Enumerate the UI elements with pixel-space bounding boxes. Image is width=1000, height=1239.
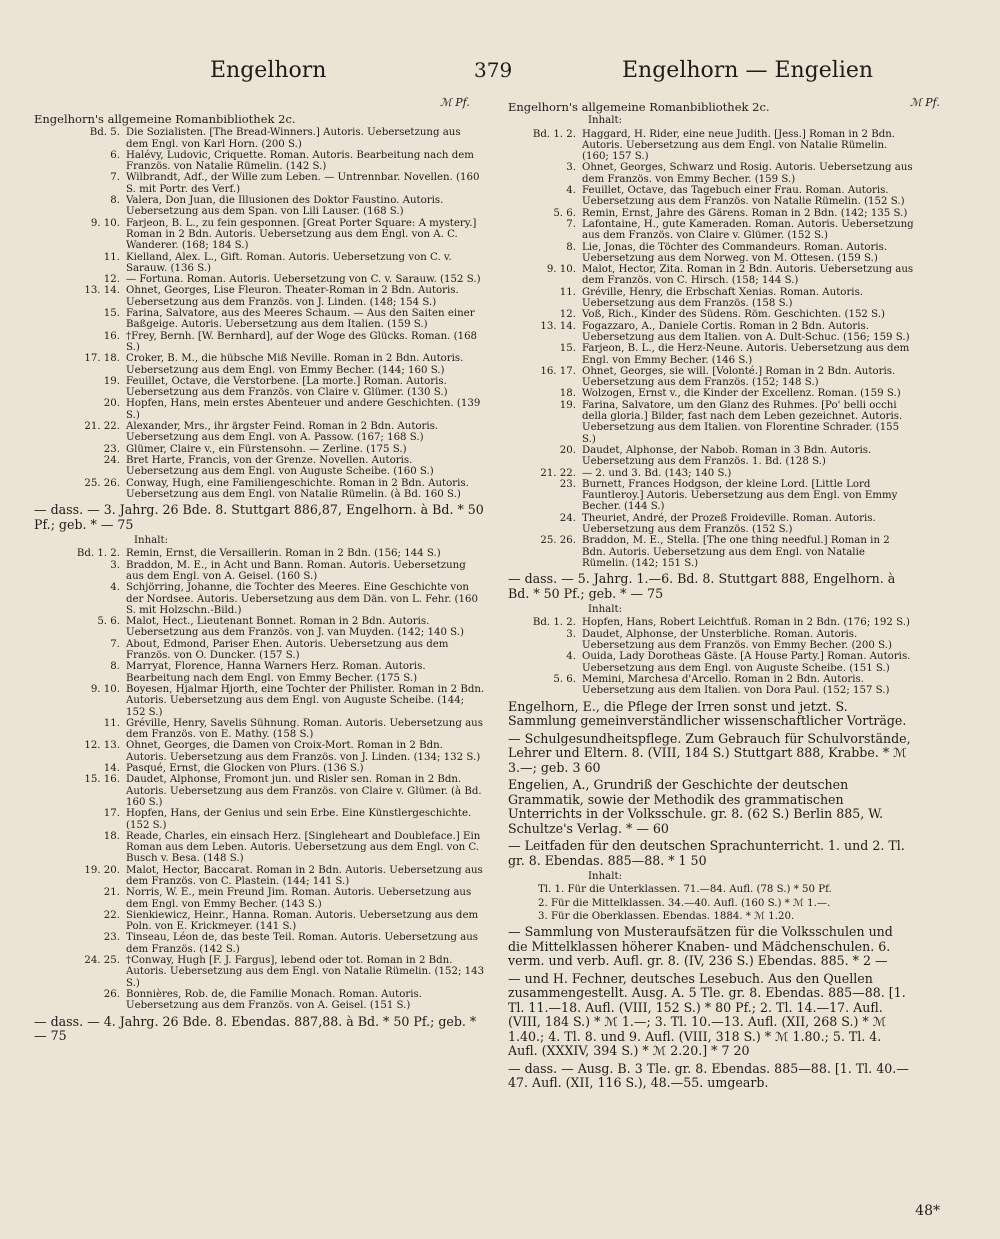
volume-number: 4. — [110, 582, 120, 594]
volume-entry — [508, 129, 914, 163]
volume-entry — [34, 740, 486, 763]
entry-text: Voß, Rich., Kinder des Südens. Röm. Geschichten. (152 S.) — [582, 309, 885, 321]
volume-number: 11. — [103, 251, 120, 263]
entry-text: Malot, Hector, Zita. Roman in 2 Bdn. Autoris. Uebersetzung aus dem Französ. von C. Hirsch. (158; 144 S.) — [582, 264, 914, 287]
volume-entry — [34, 218, 486, 252]
volume-entry — [34, 910, 486, 933]
volume-entry — [34, 808, 486, 831]
volume-number: 21. — [103, 887, 120, 899]
running-head-right: Engelhorn — Engelien — [622, 58, 874, 83]
volume-number: 9. 10. — [90, 217, 120, 229]
volume-number: 15. 16. — [84, 774, 120, 786]
volume-number: 25. 26. — [84, 477, 120, 489]
volume-entry — [508, 468, 914, 479]
entry-text: Ohnet, Georges, Schwarz und Rosig. Autoris. Uebersetzung aus dem Französ. von Emmy Becher. (159 S.) — [582, 162, 913, 185]
catalog-entry: — Schulgesundheitspflege. Zum Gebrauch für Schulvorstände, Lehrer und Eltern. 8. (VIII, 184 S.) Stuttgart 888, Krabbe. * ℳ 3.—; geb. 3 60 — [508, 730, 911, 775]
entry-text: Hopfen, Hans, mein erstes Abenteuer und andere Geschichten. (139 S.) — [126, 398, 481, 421]
right-column — [508, 100, 914, 1094]
volume-entry — [508, 366, 914, 389]
volume-entry — [34, 478, 486, 501]
page-number: 379 — [474, 58, 513, 82]
entry-text: Wilbrandt, Adf., der Wille zum Leben. — Untrennbar. Novellen. (160 S. mit Portr. des Verf.) — [126, 172, 480, 195]
entry-list — [508, 617, 914, 696]
volume-number: 19. 20. — [84, 864, 120, 876]
entry-text: Farina, Salvatore, um den Glanz des Ruhmes. [Po' belli occhi della gloria.] Bilder, fast nach dem Leben gezeichnet. Autoris. Uebersetzung aus dem Italien. von Florentine Schrader. (155 S.) — [582, 399, 903, 445]
volume-number: 23. — [559, 478, 576, 490]
volume-entry — [508, 617, 914, 628]
entry-text: Valera, Don Juan, die Illusionen des Doktor Faustino. Autoris. Uebersetzung aus dem Span. von Lili Lauser. (168 S.) — [126, 195, 444, 218]
volume-entry — [34, 444, 486, 455]
catalog-entry: — Sammlung von Musteraufsätzen für die Volksschulen und die Mittelklassen höherer Knaben- und Mädchenschulen. 6. verm. und verb. Aufl. gr. 8. (IV, 236 S.) Ebendas. 885. * 2 — — [508, 924, 893, 969]
entry-text: Hopfen, Hans, der Genius und sein Erbe. Eine Künstlergeschichte. (152 S.) — [126, 808, 472, 831]
series-title: Engelhorn's allgemeine Romanbibliothek 2c. — [34, 112, 296, 126]
volume-number: Bd. 5. — [89, 127, 120, 139]
volume-entry — [34, 831, 486, 865]
volume-entry — [508, 321, 914, 344]
volume-entry — [34, 955, 486, 989]
volume-number: 8. — [110, 661, 120, 673]
entry-text: Boyesen, Hjalmar Hjorth, eine Tochter der Philister. Roman in 2 Bdn. Autoris. Uebersetzung aus dem Engl. von Auguste Scheibe. (144; 152 S.) — [126, 683, 485, 718]
running-head-left: Engelhorn — [210, 58, 327, 83]
contents-item: 2. Für die Mittelklassen. 34.—40. Aufl. (160 S.) * ℳ 1.—. — [538, 897, 831, 909]
volume-number: Bd. 1. 2. — [532, 128, 576, 140]
volume-entry — [34, 398, 486, 421]
volume-number: 19. — [559, 399, 576, 411]
entry-text: Lafontaine, H., gute Kameraden. Roman. Autoris. Uebersetzung aus dem Französ. von Claire v. Glümer. (152 S.) — [582, 218, 914, 242]
entry-text: Tinseau, Léon de, das beste Teil. Roman. Autoris. Uebersetzung aus dem Französ. (142 S.) — [126, 932, 479, 955]
volume-number: 15. — [559, 343, 576, 355]
volume-entry — [34, 285, 486, 308]
volume-entry — [34, 560, 486, 583]
entry-text: Daudet, Alphonse, Fromont jun. und Risler sen. Roman in 2 Bdn. Autoris. Uebersetzung aus dem Französ. von Claire v. Glümer. (à Bd. 160 S.) — [126, 774, 482, 808]
volume-entry — [34, 774, 486, 808]
volume-number: 3. — [566, 628, 576, 640]
volume-number: 24. — [103, 454, 120, 466]
contents-item: Tl. 1. Für die Unterklassen. 71.—84. Aufl. (78 S.) * 50 Pf. — [538, 884, 832, 896]
entry-text: Reade, Charles, ein einsach Herz. [Singleheart and Doubleface.] Ein Roman aus dem Leben. Autoris. Uebersetzung aus dem Engl. von C. Busch v. Besa. (148 S.) — [126, 830, 481, 865]
catalog-entry: — Leitfaden für den deutschen Sprachunterricht. 1. und 2. Tl. gr. 8. Ebendas. 885—88. * 1 50 — [508, 838, 905, 868]
volume-entry — [508, 445, 914, 468]
volume-number: 4. — [566, 185, 576, 197]
volume-number: 14. — [103, 763, 120, 775]
volume-entry — [508, 651, 914, 674]
entry-text: Memini, Marchesa d'Arcello. Roman in 2 Bdn. Autoris. Uebersetzung aus dem Italien. von Dora Paul. (152; 157 S.) — [582, 673, 890, 697]
series-title: Engelhorn's allgemeine Romanbibliothek 2c. — [508, 100, 770, 114]
volume-number: 15. — [103, 308, 120, 320]
entry-text: Ouida, Lady Dorotheas Gäste. [A House Party.] Roman. Autoris. Uebersetzung aus dem Engl. von Auguste Scheibe. (151 S.) — [582, 651, 911, 674]
entry-list — [508, 129, 914, 570]
volume-entry — [34, 353, 486, 376]
volume-number: 26. — [103, 988, 120, 1000]
volume-number: 5. 6. — [553, 673, 576, 685]
entry-text: Bonnières, Rob. de, die Familie Monach. Roman. Autoris. Uebersetzung aus dem Französ. von A. Geisel. (151 S.) — [126, 988, 422, 1012]
volume-entry — [34, 172, 486, 195]
volume-number: 3. — [566, 162, 576, 174]
entry-text: Ohnet, Georges, sie will. [Volonté.] Roman in 2 Bdn. Autoris. Uebersetzung aus dem Französ. (152; 148 S.) — [582, 365, 896, 389]
volume-entry — [508, 629, 914, 652]
volume-entry — [34, 932, 486, 955]
volume-number: 12. — [559, 309, 576, 321]
entry-text: Remin, Ernst, Jahre des Gärens. Roman in 2 Bdn. (142; 135 S.) — [582, 207, 908, 219]
volume-number: 17. 18. — [84, 353, 120, 365]
entry-text: Alexander, Mrs., ihr ärgster Feind. Roman in 2 Bdn. Autoris. Uebersetzung aus dem Engl. von A. Passow. (167; 168 S.) — [126, 421, 439, 444]
catalog-entry: Engelhorn, E., die Pflege der Irren sonst und jetzt. S. Sammlung gemeinverständlicher wissenschaftlicher Vorträge. — [508, 698, 907, 729]
entry-text: Croker, B. M., die hübsche Miß Neville. Roman in 2 Bdn. Autoris. Uebersetzung aus dem Engl. von Emmy Becher. (144; 160 S.) — [126, 353, 464, 376]
price-unit-left: ℳ Pf. — [440, 96, 470, 109]
volume-number: 16. 17. — [540, 365, 576, 377]
entry-text: Feuillet, Octave, die Verstorbene. [La morte.] Roman. Autoris. Uebersetzung aus dem Französ. von Claire v. Glümer. (130 S.) — [126, 375, 448, 399]
volume-number: 20. — [559, 444, 576, 456]
entry-text: Pasqué, Ernst, die Glocken von Plurs. (136 S.) — [126, 763, 364, 775]
entry-text: Ohnet, Georges, die Damen von Croix-Mort. Roman in 2 Bdn. Autoris. Uebersetzung aus dem Französ. von J. Linden. (134; 132 S.) — [126, 740, 481, 763]
volume-entry — [34, 252, 486, 275]
volume-entry — [508, 208, 914, 219]
volume-entry — [34, 718, 486, 741]
volume-number: 4. — [566, 651, 576, 663]
entry-text: Die Sozialisten. [The Bread-Winners.] Autoris. Uebersetzung aus dem Engl. von Karl Horn. (200 S.) — [126, 127, 461, 150]
entry-text: Conway, Hugh, eine Familiengeschichte. Roman in 2 Bdn. Autoris. Uebersetzung aus dem Engl. von Natalie Rümelin. (à Bd. 160 S.) — [126, 477, 469, 500]
left-column — [34, 112, 486, 1047]
entry-text: Farjeon, B. L., die Herz-Neune. Autoris. Uebersetzung aus dem Engl. von Emmy Becher. (146 S.) — [582, 343, 910, 366]
volume-entry — [34, 455, 486, 478]
entry-text: Feuillet, Octave, das Tagebuch einer Frau. Roman. Autoris. Uebersetzung aus dem Französ. von Natalie Rümelin. (152 S.) — [582, 185, 905, 208]
volume-entry — [34, 684, 486, 718]
volume-number: 18. — [559, 388, 576, 400]
volume-entry — [34, 150, 486, 173]
volume-entry — [508, 343, 914, 366]
signature-mark: 48* — [915, 1203, 940, 1219]
volume-number: 8. — [566, 241, 576, 253]
volume-number: 5. 6. — [97, 616, 120, 628]
contents-item: 3. Für die Oberklassen. Ebendas. 1884. * ℳ 1.20. — [538, 910, 795, 922]
entry-list — [34, 548, 486, 1011]
volume-number: 9. 10. — [546, 264, 576, 276]
volume-number: 21. 22. — [540, 467, 576, 479]
entry-text: Daudet, Alphonse, der Unsterbliche. Roman. Autoris. Uebersetzung aus dem Französ. von Emmy Becher. (200 S.) — [582, 628, 892, 652]
entry-text: †Frey, Bernh. [W. Bernhard], auf der Woge des Glücks. Roman. (168 S.) — [126, 330, 478, 353]
volume-entry — [34, 127, 486, 150]
volume-entry — [34, 548, 486, 559]
entry-text: — 2. und 3. Bd. (143; 140 S.) — [582, 467, 732, 479]
volume-number: 8. — [110, 195, 120, 207]
entry-text: Malot, Hector, Baccarat. Roman in 2 Bdn. Autoris. Uebersetzung aus dem Französ. von C. Plastein. (144; 141 S.) — [126, 864, 483, 887]
volume-number: 5. 6. — [553, 207, 576, 219]
catalog-entry: — und H. Fechner, deutsches Lesebuch. Aus den Quellen zusammengestellt. Ausg. A. 5 Tle. gr. 8. Ebendas. 885—88. [1. Tl. 11.—18. Aufl. (VIII, 152 S.) * 80 Pf.; 2. Tl. 14.—17. Aufl. (VIII, 184 S.) * ℳ 1.—; 3. Tl. 10.—13. Aufl. (XII, 268 S.) * ℳ 1.40.; 4. Tl. 8. und 9. Aufl. (VIII, 318 S.) * ℳ 1.80.; 5. Tl. 4. Aufl. (XXXIV, 394 S.) * ℳ 2.20.] * 7 20 — [508, 970, 906, 1059]
entry-text: Burnett, Frances Hodgson, der kleine Lord. [Little Lord Fauntleroy.] Autoris. Uebersetzung aus dem Engl. von Emmy Becher. (144 S.) — [582, 478, 898, 513]
contents-label: Inhalt: — [588, 115, 623, 127]
volume-number: 11. — [103, 717, 120, 729]
volume-entry — [34, 616, 486, 639]
volume-entry — [508, 219, 914, 242]
entry-text: Remin, Ernst, die Versaillerin. Roman in 2 Bdn. (156; 144 S.) — [126, 548, 441, 560]
volume-summary: — dass. — 4. Jahrg. 26 Bde. 8. Ebendas. 887,88. à Bd. * 50 Pf.; geb. * — 75 — [34, 1013, 477, 1044]
entry-text: Norris, W. E., mein Freund Jim. Roman. Autoris. Uebersetzung aus dem Engl. von Emmy Becher. (143 S.) — [126, 887, 472, 910]
volume-entry — [508, 513, 914, 536]
entry-text: †Conway, Hugh [F. J. Fargus], lebend oder tot. Roman in 2 Bdn. Autoris. Uebersetzung aus dem Engl. von Natalie Rümelin. (152; 143 S.) — [126, 955, 485, 989]
volume-number: 20. — [103, 398, 120, 410]
volume-entry — [34, 376, 486, 399]
entry-text: Fogazzaro, A., Daniele Cortis. Roman in 2 Bdn. Autoris. Uebersetzung aus dem Italien. von A. Dult-Schuc. (156; 159 S.) — [582, 320, 910, 343]
volume-entry — [508, 309, 914, 320]
entry-text: Marryat, Florence, Hanna Warners Herz. Roman. Autoris. Bearbeitung nach dem Engl. von Emmy Becher. (175 S.) — [126, 661, 426, 684]
volume-number: 16. — [103, 330, 120, 342]
entry-text: Bret Harte, Francis, von der Grenze. Novellen. Autoris. Uebersetzung aus dem Engl. von Auguste Scheibe. (160 S.) — [126, 454, 434, 478]
volume-entry — [34, 989, 486, 1012]
entry-text: Braddon, M. E., Stella. [The one thing needful.] Roman in 2 Bdn. Autoris. Uebersetzung aus dem Engl. von Natalie Rümelin. (142; 151 S.) — [582, 535, 890, 569]
volume-summary: — dass. — 5. Jahrg. 1.—6. Bd. 8. Stuttgart 888, Engelhorn. à Bd. * 50 Pf.; geb. * — 75 — [508, 571, 896, 601]
contents-label: Inhalt: — [588, 871, 623, 883]
entry-text: Braddon, M. E., in Acht und Bann. Roman. Autoris. Uebersetzung aus dem Engl. von A. Geisel. (160 S.) — [126, 559, 466, 582]
entry-text: Ohnet, Georges, Lise Fleuron. Theater-Roman in 2 Bdn. Autoris. Uebersetzung aus dem Französ. von J. Linden. (148; 154 S.) — [126, 285, 459, 308]
volume-number: 11. — [559, 286, 576, 298]
volume-summary: — dass. — 3. Jahrg. 26 Bde. 8. Stuttgart 886,87, Engelhorn. à Bd. * 50 Pf.; geb. * — 75 — [34, 502, 484, 532]
volume-entry — [34, 865, 486, 888]
volume-number: Bd. 1. 2. — [532, 617, 576, 629]
contents-label: Inhalt: — [134, 535, 169, 547]
volume-number: 7. — [566, 218, 576, 230]
volume-number: 18. — [103, 830, 120, 842]
entry-text: Daudet, Alphonse, der Nabob. Roman in 3 Bdn. Autoris. Uebersetzung aus dem Französ. 1. Bd. (128 S.) — [582, 444, 872, 468]
volume-entry — [508, 264, 914, 287]
entry-text: — Fortuna. Roman. Autoris. Uebersetzung von C. v. Sarauw. (152 S.) — [126, 274, 481, 286]
volume-number: 12. 13. — [84, 740, 120, 752]
volume-number: 7. — [110, 638, 120, 650]
price-unit-right: ℳ Pf. — [910, 96, 940, 109]
volume-number: 17. — [103, 808, 120, 820]
volume-number: 24. — [559, 512, 576, 524]
volume-entry — [508, 162, 914, 185]
entry-text: Halévy, Ludovic, Criquette. Roman. Autoris. Bearbeitung nach dem Französ. von Natalie Rümelin. (142 S.) — [126, 149, 474, 173]
entry-text: Malot, Hect., Lieutenant Bonnet. Roman in 2 Bdn. Autoris. Uebersetzung aus dem Französ. von J. van Muyden. (142; 140 S.) — [126, 616, 464, 639]
entry-text: Gréville, Henry, die Erbschaft Xenias. Roman. Autoris. Uebersetzung aus dem Französ. (158 S.) — [582, 286, 864, 310]
volume-entry — [34, 331, 486, 354]
entry-text: Wolzogen, Ernst v., die Kinder der Excellenz. Roman. (159 S.) — [582, 388, 901, 400]
volume-number: 7. — [110, 172, 120, 184]
volume-entry — [508, 287, 914, 310]
entry-list — [34, 127, 486, 500]
entry-text: Kielland, Alex. L., Gift. Roman. Autoris. Uebersetzung von C. v. Sarauw. (136 S.) — [126, 251, 452, 274]
entry-text: Hopfen, Hans, Robert Leichtfuß. Roman in 2 Bdn. (176; 192 S.) — [582, 617, 910, 629]
contents-label: Inhalt: — [588, 604, 623, 616]
volume-number: 24. 25. — [84, 955, 120, 967]
entry-text: About, Edmond, Pariser Ehen. Autoris. Uebersetzung aus dem Französ. von O. Duncker. (157 S.) — [126, 638, 449, 662]
volume-entry — [34, 661, 486, 684]
volume-number: 21. 22. — [84, 421, 120, 433]
entry-text: Lie, Jonas, die Töchter des Commandeurs. Roman. Autoris. Uebersetzung aus dem Norweg. von M. Ottesen. (159 S.) — [582, 241, 888, 264]
volume-number: 3. — [110, 559, 120, 571]
volume-number: 13. 14. — [540, 320, 576, 332]
catalog-entry: Engelien, A., Grundriß der Geschichte der deutschen Grammatik, sowie der Methodik des grammatischen Unterrichts in der Volksschule. gr. 8. (62 S.) Berlin 885, W. Schultze's Verlag. * — 60 — [508, 777, 883, 836]
entry-text: Glümer, Claire v., ein Fürstensohn. — Zerline. (175 S.) — [126, 443, 407, 455]
volume-entry — [34, 887, 486, 910]
volume-number: 25. 26. — [540, 535, 576, 547]
entry-text: Farina, Salvatore, aus des Meeres Schaum. — Aus den Saiten einer Baßgeige. Autoris. Uebersetzung aus dem Italien. (159 S.) — [126, 308, 475, 331]
volume-entry — [34, 763, 486, 774]
volume-entry — [508, 674, 914, 697]
volume-number: 6. — [110, 149, 120, 161]
volume-entry — [508, 242, 914, 265]
catalog-entry: — dass. — Ausg. B. 3 Tle. gr. 8. Ebendas. 885—88. [1. Tl. 40.—47. Aufl. (XII, 116 S.), 48.—55. umgearb. — [508, 1060, 909, 1091]
volume-entry — [508, 400, 914, 445]
volume-entry — [34, 421, 486, 444]
volume-number: 12. — [103, 274, 120, 286]
volume-entry — [34, 582, 486, 616]
volume-number: 13. 14. — [84, 285, 120, 297]
entry-text: Theuriet, André, der Prozeß Froideville. Roman. Autoris. Uebersetzung aus dem Französ. (152 S.) — [582, 512, 876, 535]
volume-number: 23. — [103, 443, 120, 455]
volume-entry — [34, 195, 486, 218]
volume-number: Bd. 1. 2. — [76, 548, 120, 560]
entry-text: Haggard, H. Rider, eine neue Judith. [Jess.] Roman in 2 Bdn. Autoris. Uebersetzung aus dem Engl. von Natalie Rümelin. (160; 157 S.) — [582, 128, 896, 163]
volume-entry — [34, 639, 486, 662]
entry-text: Gréville, Henry, Savelis Sühnung. Roman. Autoris. Uebersetzung aus dem Französ. von E. Mathy. (158 S.) — [126, 717, 483, 741]
volume-number: 9. 10. — [90, 683, 120, 695]
entry-text: Farjeon, B. L., zu fein gesponnen. [Great Porter Square: A mystery.] Roman in 2 Bdn. Autoris. Uebersetzung aus dem Engl. von A. C. Wanderer. (168; 184 S.) — [126, 217, 477, 252]
entry-text: Schjörring, Johanne, die Tochter des Meeres. Eine Geschichte von der Nordsee. Autoris. Uebersetzung aus dem Dän. von L. Fehr. (160 S. mit Holzschn.-Bild.) — [126, 582, 478, 616]
volume-entry — [508, 479, 914, 513]
volume-entry — [508, 535, 914, 569]
volume-entry — [34, 308, 486, 331]
volume-number: 22. — [103, 909, 120, 921]
volume-entry — [508, 185, 914, 208]
volume-entry — [508, 388, 914, 399]
volume-number: 23. — [103, 932, 120, 944]
volume-entry — [34, 274, 486, 285]
volume-number: 19. — [103, 375, 120, 387]
entry-text: Sienkiewicz, Heinr., Hanna. Roman. Autoris. Uebersetzung aus dem Poln. von E. Krickmeyer. (141 S.) — [126, 909, 479, 933]
